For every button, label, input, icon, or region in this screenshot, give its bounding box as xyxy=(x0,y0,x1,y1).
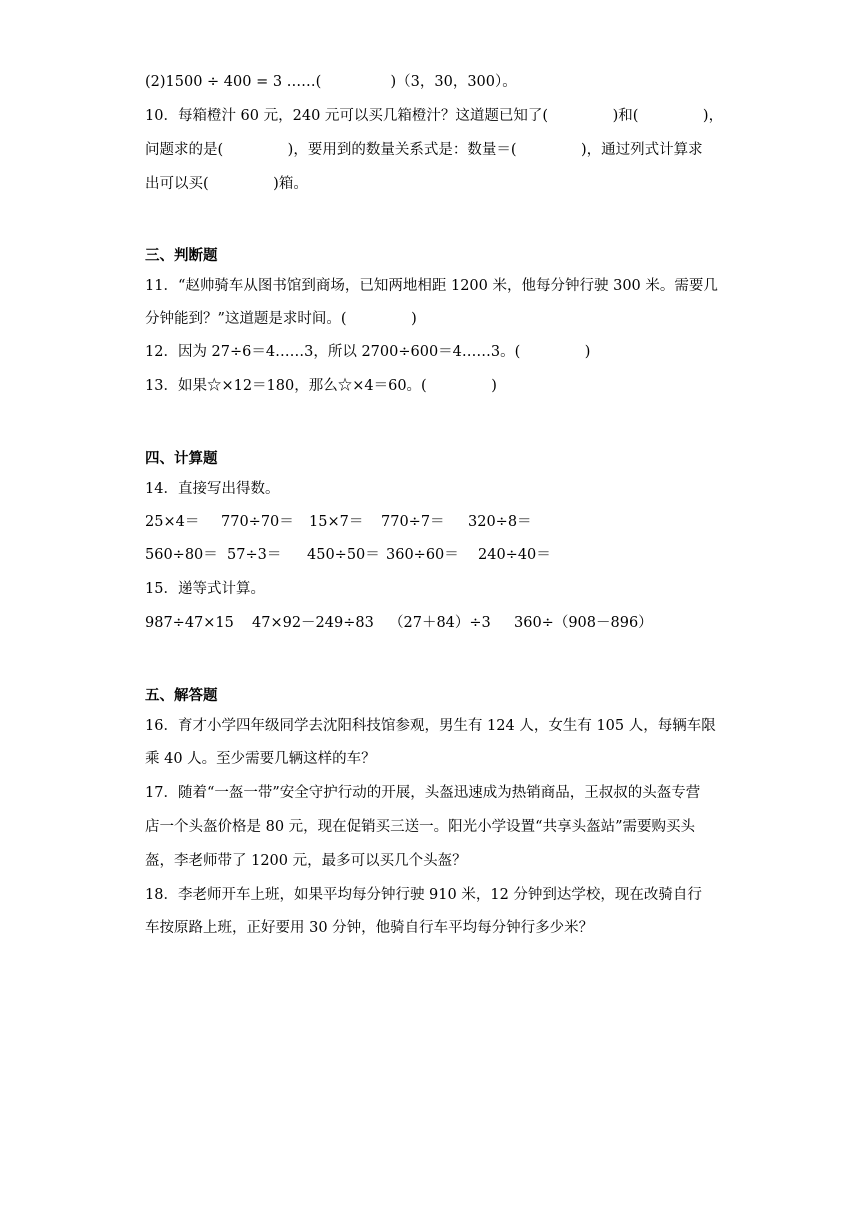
q18-line2: 车按原路上班，正好要用 30 分钟，他骑自行车平均每分钟行多少米？ xyxy=(145,920,594,936)
expression-item: 360÷（908－896） xyxy=(514,615,653,631)
section3-title: 三、判断题 xyxy=(145,248,218,264)
q11-line2: 分钟能到？”这道题是求时间。( ) xyxy=(145,311,417,327)
calc-item: 240÷40＝ xyxy=(478,547,551,563)
expression-item: 47×92－249÷83 xyxy=(252,615,374,631)
calc-item: 25×4＝ xyxy=(145,514,200,530)
calc-item: 770÷70＝ xyxy=(221,514,294,530)
q15-prompt: 15．递等式计算。 xyxy=(145,581,265,597)
q10-line3: 出可以买( )箱。 xyxy=(145,176,308,192)
q14-row2 xyxy=(145,545,745,565)
section4-title: 四、计算题 xyxy=(145,451,218,467)
q12: 12．因为 27÷6＝4……3，所以 2700÷600＝4……3。( ) xyxy=(145,344,591,360)
q15-row xyxy=(145,613,745,633)
q10-line1: 10．每箱橙汁 60 元，240 元可以买几箱橙汁？这道题已知了( )和( )， xyxy=(145,108,724,124)
q10-line2: 问题求的是( )，要用到的数量关系式是：数量＝( )，通过列式计算求 xyxy=(145,142,703,158)
expression-item: 987÷47×15 xyxy=(145,615,234,631)
q13: 13．如果☆×12＝180，那么☆×4＝60。( ) xyxy=(145,378,497,394)
q16-line2: 乘 40 人。至少需要几辆这样的车？ xyxy=(145,751,376,767)
q18-line1: 18．李老师开车上班，如果平均每分钟行驶 910 米，12 分钟到达学校，现在改骑自行 xyxy=(145,887,702,903)
q17-line3: 盔，李老师带了 1200 元，最多可以买几个头盔？ xyxy=(145,853,467,869)
section5-title: 五、解答题 xyxy=(145,688,218,704)
q17-line1: 17．随着“一盔一带”安全守护行动的开展，头盔迅速成为热销商品，王叔叔的头盔专营 xyxy=(145,785,701,801)
calc-item: 450÷50＝ xyxy=(307,547,380,563)
calc-item: 770÷7＝ xyxy=(381,514,445,530)
q17-line2: 店一个头盔价格是 80 元，现在促销买三送一。阳光小学设置“共享头盔站”需要购买头 xyxy=(145,819,695,835)
q11-line1: 11．“赵帅骑车从图书馆到商场，已知两地相距 1200 米，他每分钟行驶 300 米。需要几 xyxy=(145,278,718,294)
q14-row1 xyxy=(145,512,745,532)
calc-item: 360÷60＝ xyxy=(386,547,459,563)
calc-item: 15×7＝ xyxy=(309,514,364,530)
calc-item: 320÷8＝ xyxy=(468,514,532,530)
calc-item: 57÷3＝ xyxy=(227,547,282,563)
q14-prompt: 14．直接写出得数。 xyxy=(145,481,280,497)
calc-item: 560÷80＝ xyxy=(145,547,218,563)
q9-part2: (2)1500 ÷ 400 = 3 ……( )（3，30，300）。 xyxy=(145,74,517,90)
q16-line1: 16．育才小学四年级同学去沈阳科技馆参观，男生有 124 人，女生有 105 人，每辆车限 xyxy=(145,718,716,734)
expression-item: （27＋84）÷3 xyxy=(389,615,491,631)
